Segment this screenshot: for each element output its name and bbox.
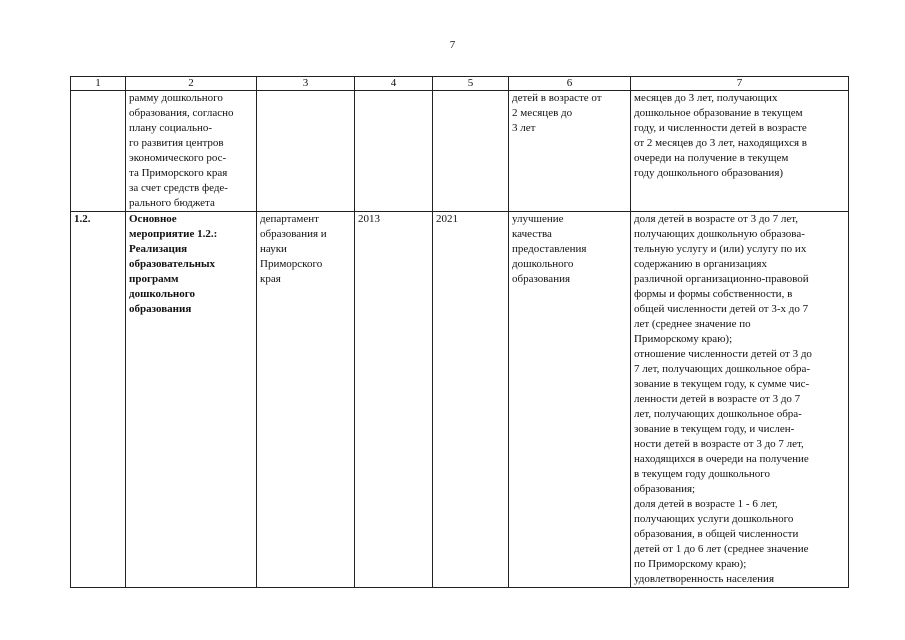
start-year-cell — [355, 91, 433, 212]
expected-result-cell: улучшение качества предоставления дошкольного образования — [509, 212, 631, 588]
end-year-cell — [433, 91, 509, 212]
page-number: 7 — [449, 39, 456, 51]
activity-name-cell: Основное мероприятие 1.2.: Реализация образовательных программ дошкольного образования — [126, 212, 257, 588]
column-header: 5 — [433, 77, 509, 91]
expected-result-cell: детей в возрасте от 2 месяцев до 3 лет — [509, 91, 631, 212]
column-header: 6 — [509, 77, 631, 91]
program-table — [70, 76, 849, 588]
indicators-cell: месяцев до 3 лет, получающих дошкольное образование в текущем году, и численности детей в возрасте от 2 месяцев до 3 лет, находящихся в очереди на получение в текущем году дошкольного образования) — [631, 91, 849, 212]
start-year-cell: 2013 — [355, 212, 433, 588]
table-row — [71, 91, 849, 212]
column-header: 3 — [257, 77, 355, 91]
table-row — [71, 212, 849, 588]
column-header: 2 — [126, 77, 257, 91]
row-number-cell: 1.2. — [71, 212, 126, 588]
indicators-cell: доля детей в возрасте от 3 до 7 лет, получающих дошкольную образова- тельную услугу и (или) услугу по их содержанию в организациях различной организационно-правовой формы и формы собственности, в общей численности детей от 3-х до 7 лет (среднее значение по Приморскому краю); отношение численности детей от 3 до 7 лет, получающих дошкольное обра- зование в текущем году, к сумме чис- ленности детей в возрасте от 3 до 7 лет, получающих дошкольное обра- зование в текущем году, и числен- ности детей в возрасте от 3 до 7 лет, находящихся в очереди на получение в текущем году дошкольного образования; доля детей в возрасте 1 - 6 лет, получающих услуги дошкольного образования, в общей численности детей от 1 до 6 лет (среднее значение по Приморскому краю); удовлетворенность населения — [631, 212, 849, 588]
executor-cell — [257, 91, 355, 212]
column-header: 4 — [355, 77, 433, 91]
row-number-cell — [71, 91, 126, 212]
end-year-cell: 2021 — [433, 212, 509, 588]
column-header: 7 — [631, 77, 849, 91]
column-number-row — [71, 77, 849, 91]
column-header: 1 — [71, 77, 126, 91]
executor-cell: департамент образования и науки Приморского края — [257, 212, 355, 588]
activity-name-cell: рамму дошкольного образования, согласно плану социально- го развития центров экономического рос- та Приморского края за счет средств феде- рального бюджета — [126, 91, 257, 212]
